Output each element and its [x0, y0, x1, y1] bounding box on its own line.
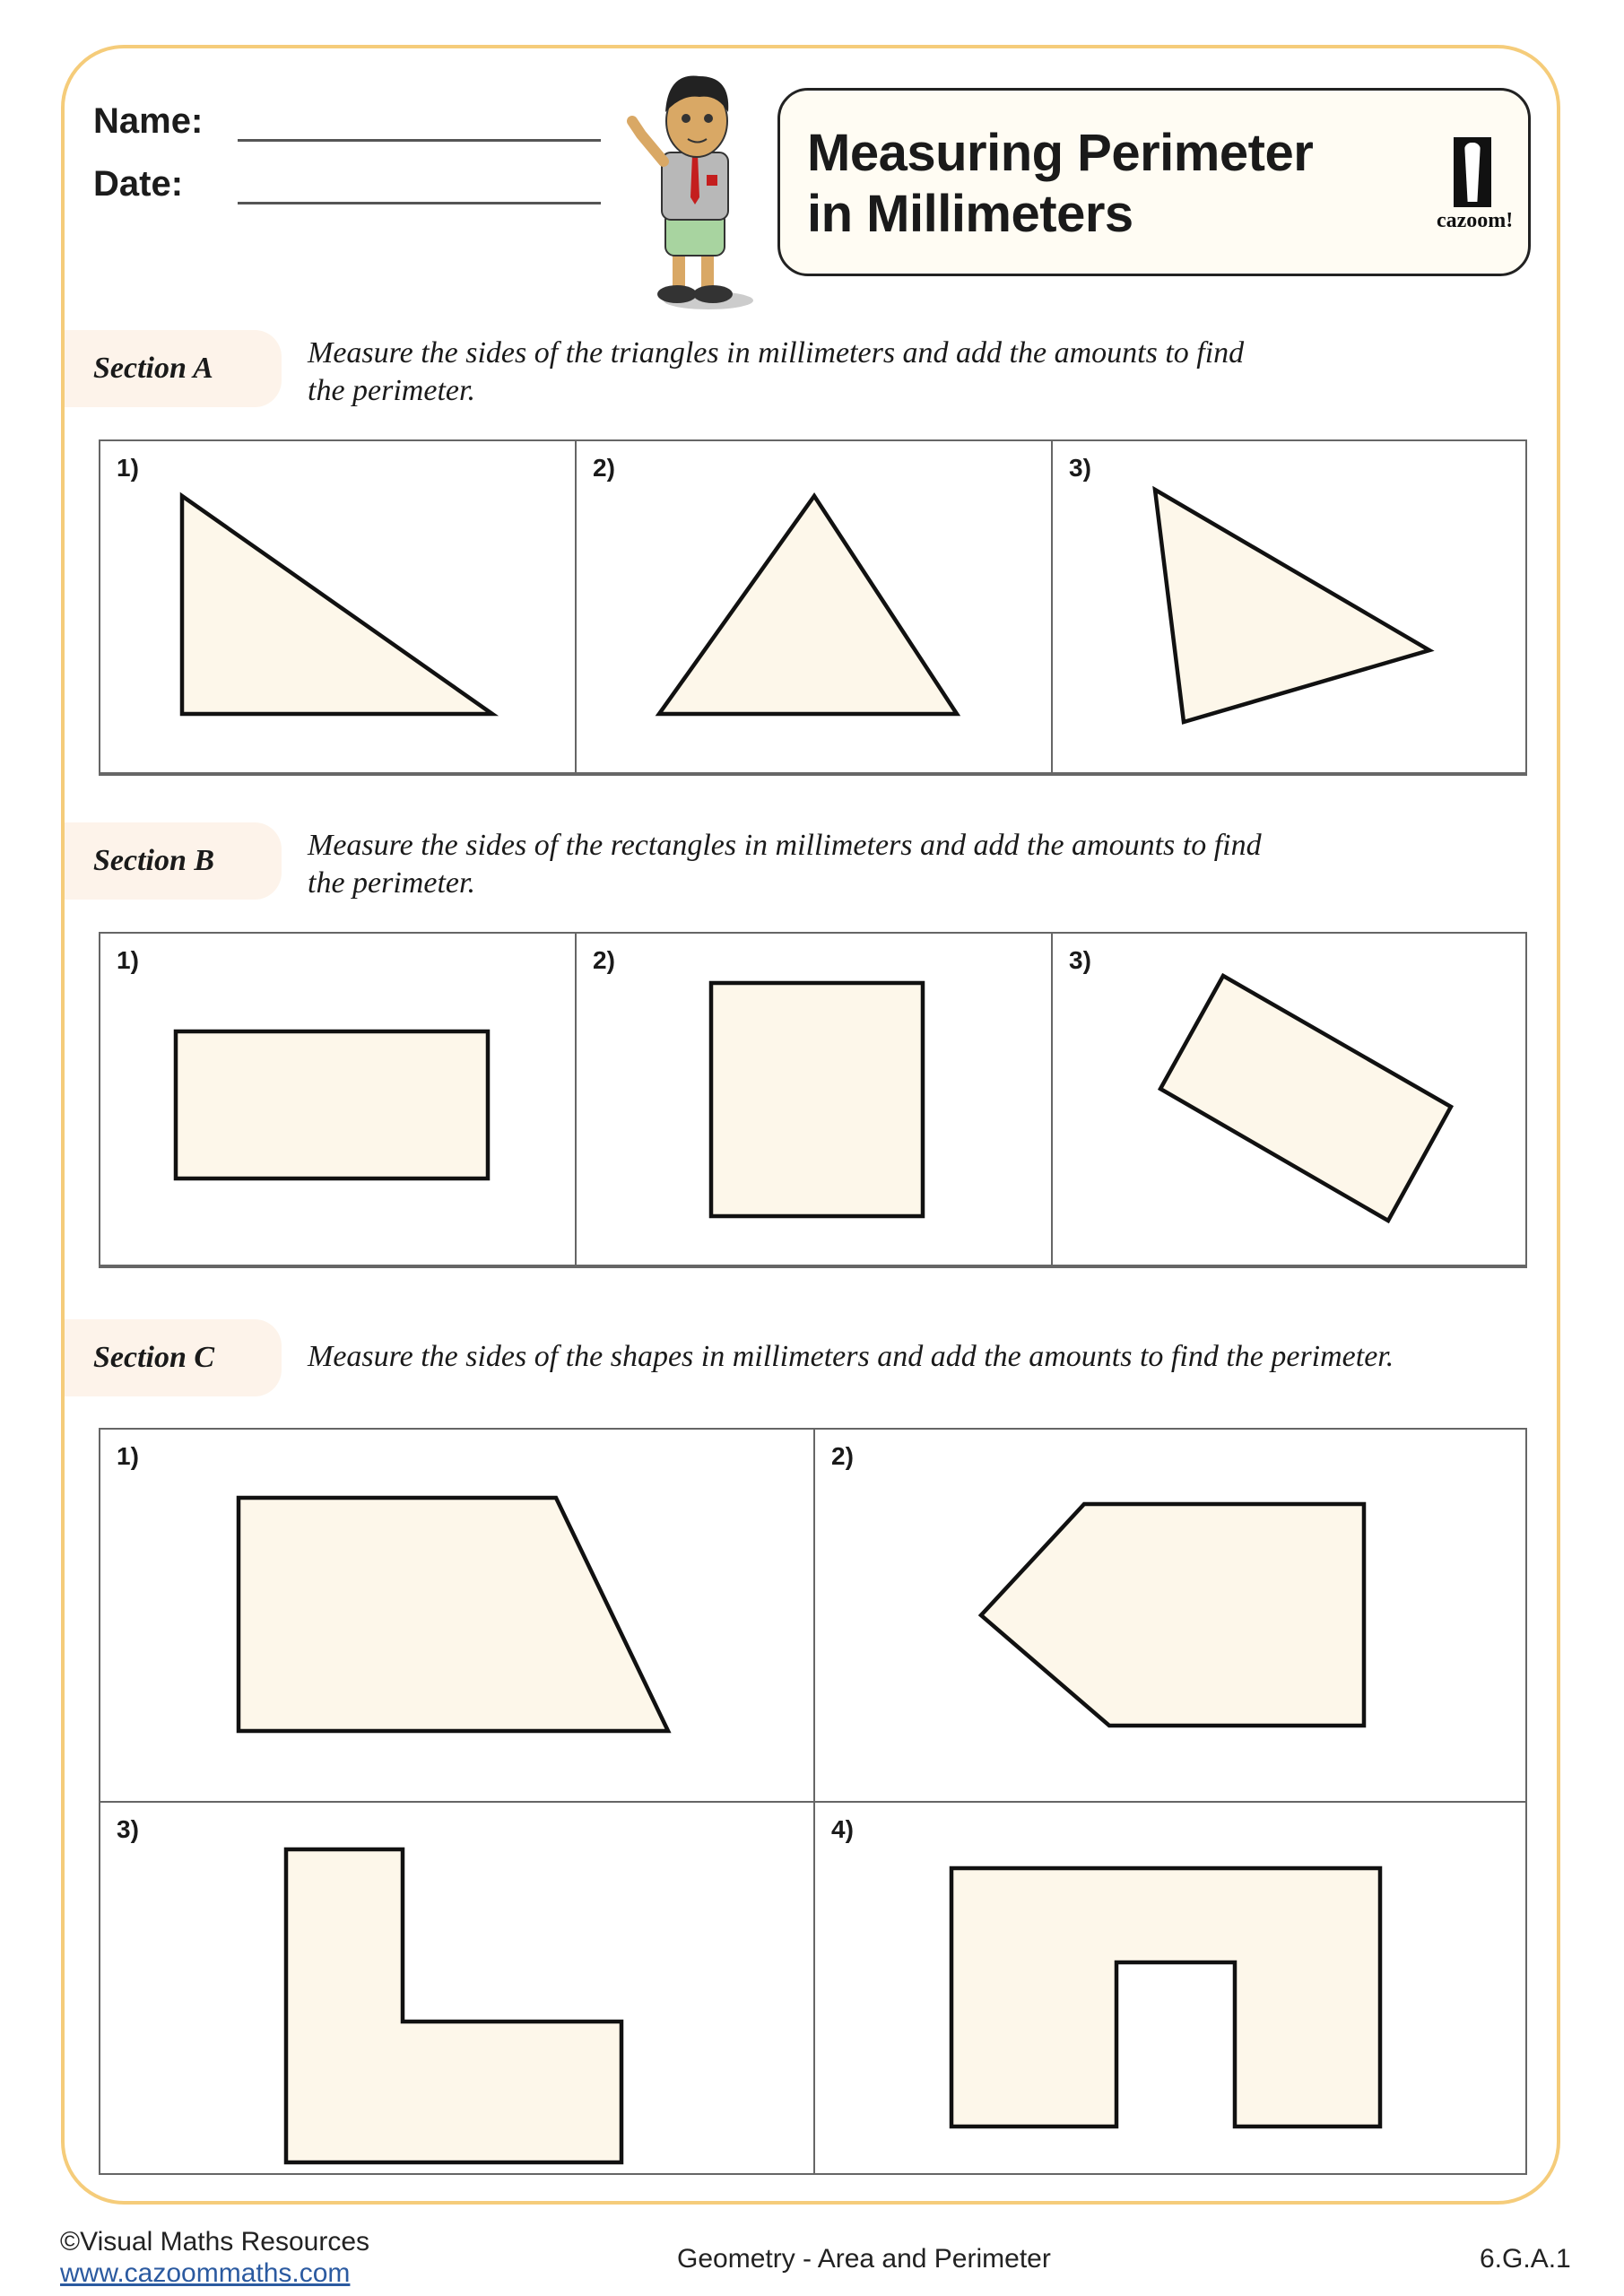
section-a-label: Section A — [93, 352, 213, 385]
section-c-label: Section C — [93, 1341, 215, 1374]
section-c-tab — [65, 1319, 282, 1396]
section-a-tab — [65, 330, 282, 407]
question-number: 3) — [1069, 946, 1091, 974]
shape-u-shape — [815, 1803, 1525, 2173]
section-a-instruction — [308, 335, 1244, 410]
question-number: 2) — [831, 1442, 854, 1470]
shape-trapezoid — [100, 1430, 815, 1803]
shape-rectangle — [577, 934, 1053, 1266]
section-b-tab — [65, 822, 282, 900]
question-a1 — [100, 441, 577, 774]
date-label: Date: — [93, 164, 184, 204]
question-number: 1) — [117, 946, 139, 974]
question-number: 1) — [117, 454, 139, 482]
question-number: 1) — [117, 1442, 139, 1470]
topic-text: Geometry - Area and Perimeter — [677, 2244, 1051, 2274]
question-c1 — [100, 1430, 815, 1803]
shape-scalene-triangle — [1053, 441, 1525, 774]
question-b3 — [1053, 934, 1525, 1266]
section-b-grid — [99, 932, 1527, 1268]
shape-rotated-rectangle — [1053, 934, 1525, 1266]
question-a2 — [577, 441, 1053, 774]
question-number: 3) — [1069, 454, 1091, 482]
shape-isosceles-triangle — [577, 441, 1053, 774]
question-b2 — [577, 934, 1053, 1266]
logo-text: cazoom! — [1437, 209, 1514, 232]
date-field[interactable] — [238, 202, 601, 204]
question-b1 — [100, 934, 577, 1266]
instruction-line: Measure the sides of the shapes in millimeters and add the amounts to find the perimeter. — [308, 1340, 1394, 1373]
instruction-line: the perimeter. — [308, 866, 475, 900]
title-line-1: Measuring Perimeter — [807, 124, 1314, 182]
shape-pentagon — [815, 1430, 1525, 1803]
question-number: 3) — [117, 1815, 139, 1843]
cazoom-logo — [1437, 137, 1514, 233]
name-label: Name: — [93, 101, 204, 141]
page-title — [807, 123, 1313, 245]
title-line-2: in Millimeters — [807, 185, 1133, 243]
shape-l-shape — [100, 1803, 815, 2173]
section-b-label: Section B — [93, 844, 215, 877]
question-c3 — [100, 1803, 815, 2173]
shape-right-triangle — [100, 441, 577, 774]
question-number: 2) — [593, 454, 615, 482]
logo-glass-icon — [1454, 137, 1491, 207]
section-c-grid — [99, 1428, 1527, 2175]
instruction-line: the perimeter. — [308, 374, 475, 407]
mascot-illustration — [619, 63, 771, 314]
instruction-line: Measure the sides of the rectangles in millimeters and add the amounts to find — [308, 829, 1262, 862]
instruction-line: Measure the sides of the triangles in millimeters and add the amounts to find — [308, 336, 1245, 370]
question-a3 — [1053, 441, 1525, 774]
title-box — [777, 88, 1531, 276]
name-field[interactable] — [238, 139, 601, 142]
question-c2 — [815, 1430, 1525, 1803]
section-c-instruction — [308, 1338, 1394, 1376]
question-number: 4) — [831, 1815, 854, 1843]
standard-code: 6.G.A.1 — [1480, 2244, 1571, 2274]
question-number: 2) — [593, 946, 615, 974]
section-b-instruction — [308, 827, 1262, 902]
section-a-grid — [99, 439, 1527, 776]
question-c4 — [815, 1803, 1525, 2173]
copyright-text: ©Visual Maths Resources — [60, 2227, 370, 2257]
shape-rectangle — [100, 934, 577, 1266]
website-link[interactable]: www.cazoommaths.com — [60, 2258, 351, 2288]
